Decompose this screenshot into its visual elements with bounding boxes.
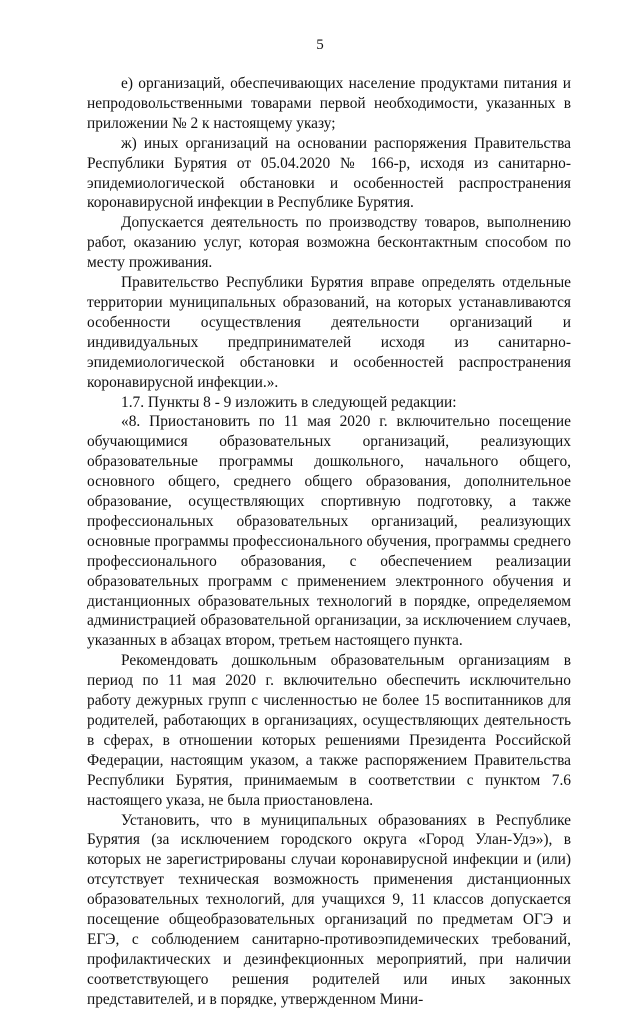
paragraph-section-1-7: 1.7. Пункты 8 - 9 изложить в следующей редакции: — [121, 393, 457, 411]
paragraph-preschool-duty-groups: Рекомендовать дошкольным образовательным организациям в период по 11 мая 2020 г. включительно обеспечить исключительно работу дежурных групп с численностью не более 15 воспитанников для родителей, работающих в организациях, осуществляющих деятельность в сферах, в отношении которых решениями Президента Российской Федерации, настоящим указом, а также распоряжением Правительства Республики Бурятия, принимаемым в соответствии с пунктом 7.6 настоящего указа, не была приостановлена. — [87, 652, 571, 809]
paragraph-contactless-work: Допускается деятельность по производству товаров, выполнению работ, оказанию услуг, которая возможна бесконтактным способом по месту проживания. — [87, 214, 571, 272]
paragraph-grades-9-11: Установить, что в муниципальных образованиях в Республике Бурятия (за исключением городского округа «Город Улан-Удэ»), в которых не зарегистрированы случаи коронавирусной инфекции и (или) отсутствует техническая возможность применения дистанционных образовательных технологий, для учащихся 9, 11 классов допускается посещение общеобразовательных организаций по предметам ОГЭ и ЕГЭ, с соблюдением санитарно-противоэпидемических требований, профилактических и дезинфекционных мероприятий, при наличии соответствующего решения родителей или иных законных представителей, и в порядке, утвержденном Мини- — [87, 811, 571, 1008]
paragraph-item-zh: ж) иных организаций на основании распоряжения Правительства Республики Бурятия от 05.04.2020 № 166-р, исходя из санитарно-эпидемиологической обстановки и особенностей распространения коронавирусной инфекции в Республике Бурятия. — [87, 134, 571, 212]
paragraph-government-territories: Правительство Республики Бурятия вправе определять отдельные территории муниципальных образований, на которых устанавливаются особенности осуществления деятельности организаций и индивидуальных предпринимателей исходя из санитарно-эпидемиологической обстановки и особенностей распространения коронавирусной инфекции.». — [87, 274, 571, 391]
paragraph-item-e: е) организаций, обеспечивающих население продуктами питания и непродовольственными товарами первой необходимости, указанных в приложении № 2 к настоящему указу; — [87, 75, 571, 132]
document-body — [87, 74, 571, 1010]
page-number: 5 — [316, 37, 324, 53]
paragraph-clause-8: «8. Приостановить по 11 мая 2020 г. включительно посещение обучающимися образовательных организаций, реализующих образовательные программы дошкольного, начального общего, основного общего, среднего общего образования, дополнительное образование, осуществляющих спортивную подготовку, а также профессиональных образовательных организаций, реализующих основные программы профессионального обучения, программы среднего профессионального образования, с обеспечением реализации образовательных программ с применением электронного обучения и дистанционных образовательных технологий в порядке, определяемом администрацией образовательной организации, за исключением случаев, указанных в абзацах втором, третьем настоящего пункта. — [87, 413, 571, 650]
